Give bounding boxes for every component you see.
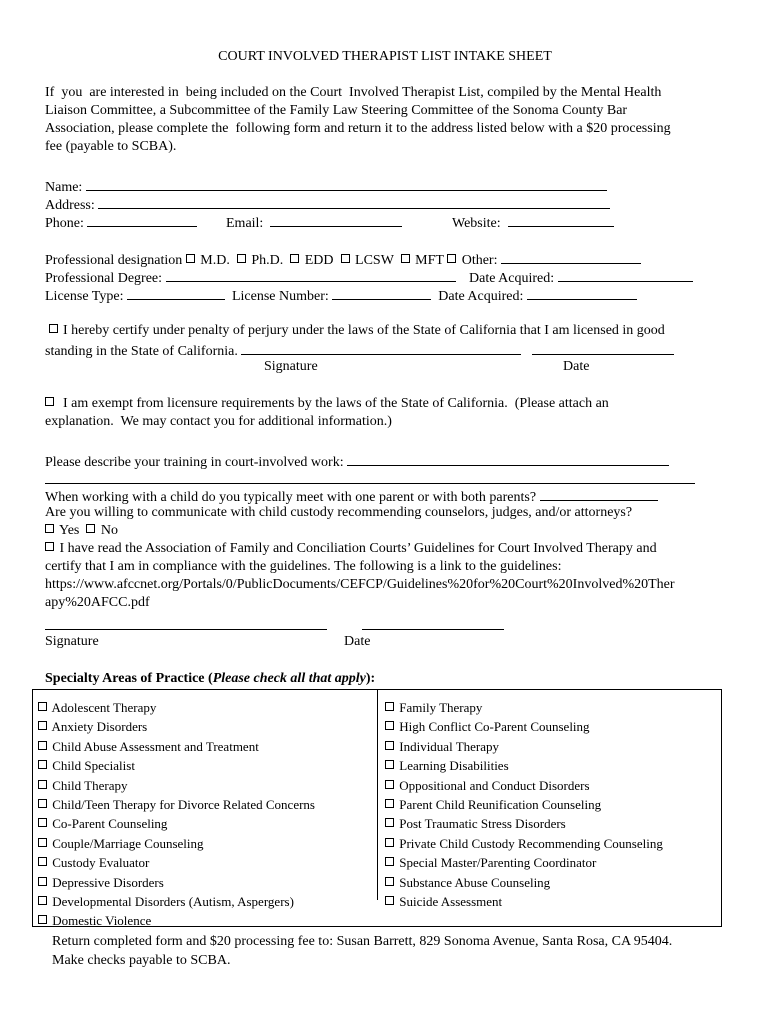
specialty-item[interactable] bbox=[38, 892, 315, 911]
specialty-checkbox[interactable] bbox=[385, 702, 394, 711]
degree-date-label: Date Acquired: bbox=[469, 271, 555, 286]
specialty-item[interactable] bbox=[385, 717, 663, 736]
afcc-url-2[interactable]: apy%20AFCC.pdf bbox=[45, 595, 150, 610]
specialty-item[interactable] bbox=[38, 911, 315, 930]
specialty-item[interactable] bbox=[38, 853, 315, 872]
lcsw-checkbox[interactable] bbox=[341, 254, 350, 263]
certify-signature-label: Signature bbox=[264, 359, 318, 374]
specialty-checkbox[interactable] bbox=[385, 780, 394, 789]
name-field[interactable] bbox=[86, 176, 607, 191]
specialty-checkbox[interactable] bbox=[38, 702, 47, 711]
specialty-heading-text: Specialty Areas of Practice ( bbox=[45, 671, 213, 686]
other-field[interactable] bbox=[501, 249, 641, 264]
phone-field[interactable] bbox=[87, 212, 197, 227]
designation-label: Professional designation bbox=[45, 253, 183, 268]
specialty-checkbox[interactable] bbox=[385, 818, 394, 827]
training-label: Please describe your training in court-involved work: bbox=[45, 455, 344, 470]
specialty-checkbox[interactable] bbox=[38, 896, 47, 905]
license-date-label: Date Acquired: bbox=[438, 289, 524, 304]
license-date-field[interactable] bbox=[527, 285, 637, 300]
certify-text: I hereby certify under penalty of perjury under the laws of the State of California that I am licensed in good bbox=[63, 323, 665, 338]
specialty-checkbox[interactable] bbox=[385, 741, 394, 750]
specialty-checkbox[interactable] bbox=[38, 721, 47, 730]
address-label: Address: bbox=[45, 198, 95, 213]
specialty-label: Child/Teen Therapy for Divorce Related Concerns bbox=[52, 797, 315, 813]
specialty-item[interactable] bbox=[385, 892, 663, 911]
afcc-row-2: certify that I am in compliance with the guidelines. The following is a link to the guidelines: bbox=[45, 559, 562, 574]
afcc-signature-row bbox=[45, 615, 504, 636]
certify-date-label: Date bbox=[563, 359, 590, 374]
afcc-date-field[interactable] bbox=[362, 615, 504, 630]
specialty-heading bbox=[45, 670, 375, 688]
specialty-label: Co-Parent Counseling bbox=[52, 816, 168, 832]
specialty-item[interactable] bbox=[385, 834, 663, 853]
specialty-left-column bbox=[38, 698, 315, 931]
training-field-2[interactable] bbox=[45, 469, 695, 484]
specialty-item[interactable] bbox=[385, 776, 663, 795]
degree-field[interactable] bbox=[166, 267, 456, 282]
specialty-checkbox[interactable] bbox=[38, 799, 47, 808]
specialty-item[interactable] bbox=[385, 853, 663, 872]
footer-line-1: Return completed form and $20 processing fee to: Susan Barrett, 829 Sonoma Avenue, Santa Rosa, CA 95404. bbox=[52, 934, 673, 949]
specialty-checkbox[interactable] bbox=[385, 857, 394, 866]
specialty-checkbox[interactable] bbox=[385, 896, 394, 905]
mft-label: MFT bbox=[415, 253, 444, 268]
intro-line-3: Association, please complete the following form and return it to the address listed below with a $20 processing bbox=[45, 121, 671, 136]
phone-row bbox=[45, 212, 197, 233]
specialty-item[interactable] bbox=[385, 737, 663, 756]
exempt-line-1 bbox=[45, 395, 609, 413]
yes-no-row bbox=[45, 522, 118, 540]
exempt-checkbox[interactable] bbox=[45, 397, 54, 406]
specialty-checkbox[interactable] bbox=[38, 877, 47, 886]
specialty-checkbox[interactable] bbox=[385, 760, 394, 769]
specialty-label: Adolescent Therapy bbox=[51, 700, 157, 715]
specialty-checkbox[interactable] bbox=[38, 760, 47, 769]
certify-checkbox[interactable] bbox=[49, 324, 58, 333]
phd-checkbox[interactable] bbox=[237, 254, 246, 263]
intro-line-1: If you are interested in being included on the Court Involved Therapist List, compiled by the Mental Health bbox=[45, 85, 662, 100]
specialty-divider bbox=[377, 690, 378, 900]
specialty-heading-end: ): bbox=[365, 671, 376, 686]
specialty-label: Post Traumatic Stress Disorders bbox=[399, 816, 566, 832]
website-label: Website: bbox=[452, 216, 501, 231]
specialty-checkbox[interactable] bbox=[385, 799, 394, 808]
specialty-label: Child Specialist bbox=[52, 758, 135, 774]
specialty-label: Substance Abuse Counseling bbox=[399, 874, 551, 890]
degree-date-field[interactable] bbox=[558, 267, 693, 282]
afcc-date-label: Date bbox=[344, 634, 371, 649]
parents-label: When working with a child do you typically meet with one parent or with both parents? bbox=[45, 490, 537, 505]
specialty-heading-italic: Please check all that apply bbox=[212, 671, 366, 686]
specialty-item[interactable] bbox=[38, 814, 315, 833]
specialty-item[interactable] bbox=[385, 698, 663, 717]
license-number-field[interactable] bbox=[332, 285, 431, 300]
specialty-item[interactable] bbox=[38, 776, 315, 795]
edd-label: EDD bbox=[304, 253, 334, 268]
afcc-checkbox[interactable] bbox=[45, 542, 54, 551]
edd-checkbox[interactable] bbox=[290, 254, 299, 263]
specialty-item[interactable] bbox=[38, 698, 315, 717]
email-label: Email: bbox=[226, 216, 264, 231]
certify-signature-field[interactable] bbox=[241, 340, 521, 355]
name-label: Name: bbox=[45, 180, 83, 195]
specialty-label: High Conflict Co-Parent Counseling bbox=[399, 719, 590, 735]
specialty-item[interactable] bbox=[38, 737, 315, 756]
specialty-label: Child Therapy bbox=[52, 777, 128, 793]
afcc-url-1[interactable]: https://www.afccnet.org/Portals/0/PublicDocuments/CEFCP/Guidelines%20for%20Court%20Involved%20Ther bbox=[45, 577, 675, 592]
specialty-checkbox[interactable] bbox=[38, 818, 47, 827]
specialty-right-column bbox=[385, 698, 663, 911]
phone-label: Phone: bbox=[45, 216, 84, 231]
afcc-signature-label: Signature bbox=[45, 634, 99, 649]
specialty-checkbox[interactable] bbox=[38, 915, 47, 924]
communicate-row: Are you willing to communicate with child custody recommending counselors, judges, and/or attorneys? bbox=[45, 505, 633, 520]
specialty-checkbox[interactable] bbox=[385, 721, 394, 730]
exempt-text: I am exempt from licensure requirements by the laws of the State of California. (Please attach an bbox=[63, 396, 609, 411]
page-title: COURT INVOLVED THERAPIST LIST INTAKE SHEET bbox=[218, 49, 552, 64]
license-type-label: License Type: bbox=[45, 289, 124, 304]
intro-line-2: Liaison Committee, a Subcommittee of the Family Law Steering Committee of the Sonoma County Bar bbox=[45, 103, 628, 118]
specialty-label: Private Child Custody Recommending Counseling bbox=[399, 835, 663, 851]
yes-label: Yes bbox=[58, 523, 80, 538]
footer-line-2: Make checks payable to SCBA. bbox=[52, 953, 231, 968]
afcc-text: I have read the Association of Family and Conciliation Courts’ Guidelines for Court Involved Therapy and bbox=[59, 541, 657, 556]
md-label: M.D. bbox=[200, 253, 230, 268]
specialty-label: Learning Disabilities bbox=[399, 758, 509, 774]
website-row bbox=[452, 212, 614, 233]
certify-line-1 bbox=[45, 322, 665, 340]
specialty-label: Special Master/Parenting Coordinator bbox=[399, 855, 597, 871]
degree-label: Professional Degree: bbox=[45, 271, 163, 286]
md-checkbox[interactable] bbox=[186, 254, 195, 263]
address-field[interactable] bbox=[98, 194, 610, 209]
yes-checkbox[interactable] bbox=[45, 524, 54, 533]
license-row bbox=[45, 285, 637, 306]
specialty-item[interactable] bbox=[385, 814, 663, 833]
website-field[interactable] bbox=[508, 212, 614, 227]
license-number-label: License Number: bbox=[231, 289, 329, 304]
training-field[interactable] bbox=[347, 451, 669, 466]
specialty-item[interactable] bbox=[385, 756, 663, 775]
intro-line-4: fee (payable to SCBA). bbox=[45, 139, 177, 154]
specialty-item[interactable] bbox=[38, 795, 315, 814]
other-checkbox[interactable] bbox=[447, 254, 456, 263]
specialty-label: Parent Child Reunification Counseling bbox=[399, 797, 602, 813]
specialty-label: Family Therapy bbox=[399, 700, 483, 715]
specialty-item[interactable] bbox=[38, 717, 315, 736]
specialty-label: Child Abuse Assessment and Treatment bbox=[52, 738, 259, 754]
specialty-label: Oppositional and Conduct Disorders bbox=[399, 777, 590, 793]
license-type-field[interactable] bbox=[127, 285, 225, 300]
specialty-label: Custody Evaluator bbox=[52, 855, 150, 871]
specialty-item[interactable] bbox=[385, 795, 663, 814]
specialty-item[interactable] bbox=[38, 834, 315, 853]
specialty-checkbox[interactable] bbox=[385, 877, 394, 886]
email-field[interactable] bbox=[270, 212, 402, 227]
phd-label: Ph.D. bbox=[251, 253, 284, 268]
specialty-item[interactable] bbox=[38, 873, 315, 892]
certify-text-2: standing in the State of California. bbox=[45, 344, 238, 359]
specialty-checkbox[interactable] bbox=[38, 741, 47, 750]
mft-checkbox[interactable] bbox=[401, 254, 410, 263]
no-label: No bbox=[100, 523, 118, 538]
email-row bbox=[226, 212, 402, 233]
specialty-checkbox[interactable] bbox=[38, 857, 47, 866]
specialty-label: Couple/Marriage Counseling bbox=[52, 835, 204, 851]
certify-date-field[interactable] bbox=[532, 340, 674, 355]
specialty-label: Suicide Assessment bbox=[399, 894, 503, 910]
specialty-item[interactable] bbox=[385, 873, 663, 892]
other-label: Other: bbox=[461, 253, 498, 268]
specialty-checkbox[interactable] bbox=[38, 838, 47, 847]
specialty-label: Domestic Violence bbox=[52, 913, 152, 929]
specialty-table bbox=[32, 689, 722, 927]
specialty-label: Depressive Disorders bbox=[52, 874, 164, 890]
specialty-item[interactable] bbox=[38, 756, 315, 775]
afcc-row-1 bbox=[45, 540, 657, 558]
specialty-label: Individual Therapy bbox=[399, 738, 500, 754]
exempt-line-2: explanation. We may contact you for additional information.) bbox=[45, 414, 392, 429]
afcc-signature-field[interactable] bbox=[45, 615, 327, 630]
no-checkbox[interactable] bbox=[86, 524, 95, 533]
specialty-label: Anxiety Disorders bbox=[51, 719, 148, 735]
specialty-checkbox[interactable] bbox=[38, 780, 47, 789]
specialty-checkbox[interactable] bbox=[385, 838, 394, 847]
parents-field[interactable] bbox=[540, 486, 658, 501]
specialty-label: Developmental Disorders (Autism, Aspergers) bbox=[52, 894, 294, 910]
lcsw-label: LCSW bbox=[355, 253, 394, 268]
